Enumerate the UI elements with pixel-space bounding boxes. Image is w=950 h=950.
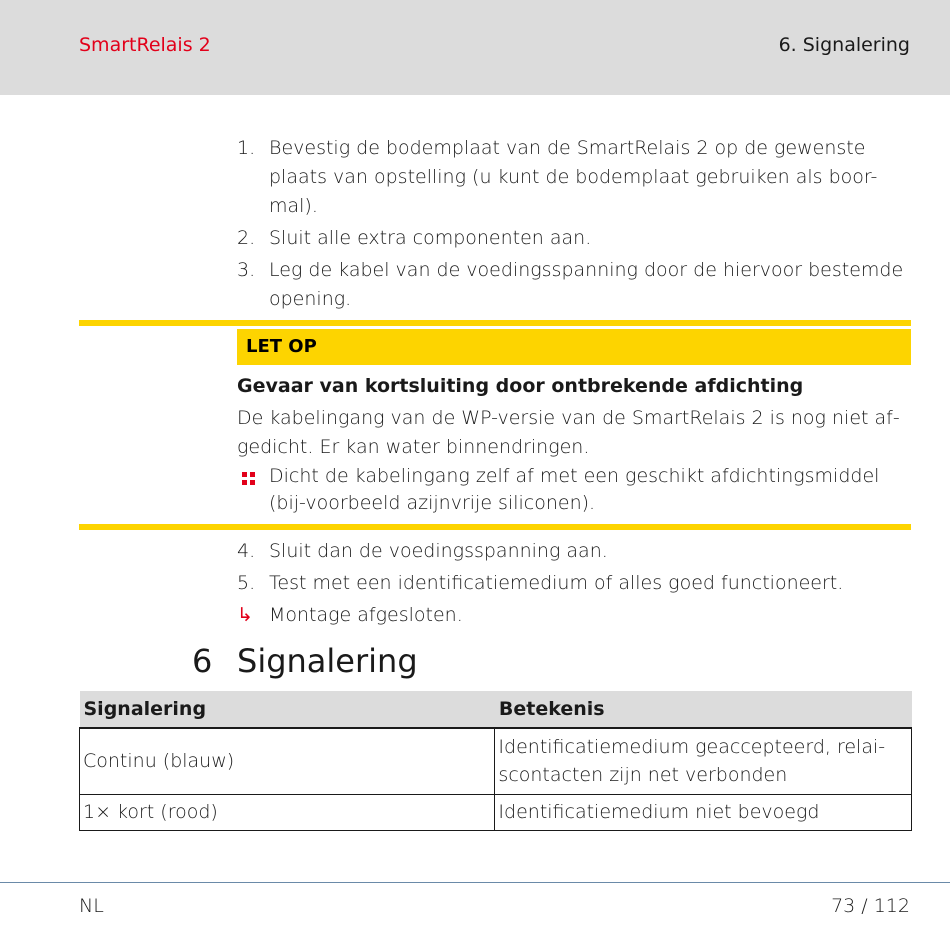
step-number: 3. bbox=[237, 259, 256, 281]
note-text: De kabelingang van de WP-versie van de SmartRelais 2 is nog niet af-gedicht. Er kan water binnendringen. bbox=[237, 407, 900, 458]
note-divider-top bbox=[79, 320, 911, 326]
table-cell: Identificatiemedium geaccepteerd, relai-scontacten zijn net verbonden bbox=[495, 728, 912, 794]
note-label-box bbox=[237, 329, 911, 365]
heading-text: Signalering bbox=[237, 642, 418, 680]
signal-table bbox=[79, 691, 912, 831]
column-header: Betekenis bbox=[495, 691, 912, 728]
table-cell: Continu (blauw) bbox=[80, 728, 495, 794]
step-number: 4. bbox=[237, 540, 256, 562]
heading-number: 6 bbox=[192, 642, 213, 680]
step-text: Montage afgesloten. bbox=[269, 604, 463, 626]
page-number: 73 / 112 bbox=[831, 895, 910, 917]
list-item bbox=[237, 256, 911, 314]
step-number: 2. bbox=[237, 227, 256, 249]
note-divider-bottom bbox=[79, 524, 911, 530]
step-text: Bevestig de bodemplaat van de SmartRelais 2 op de gewenste plaats van opstelling (u kunt de bodemplaat gebruiken als boor-mal). bbox=[269, 137, 878, 217]
list-item bbox=[237, 601, 911, 630]
list-item bbox=[237, 537, 911, 566]
instruction-list bbox=[237, 134, 911, 317]
result-arrow-icon: ↳ bbox=[237, 604, 253, 626]
note-bullet-text: Dicht de kabelingang zelf af met een geschikt afdichtingsmiddel (bij-voorbeeld azijnvrije siliconen). bbox=[269, 465, 880, 514]
footer-divider bbox=[0, 882, 950, 883]
step-text: Test met een identificatiemedium of alles goed functioneert. bbox=[269, 572, 844, 594]
note-bullet bbox=[237, 463, 911, 517]
list-item bbox=[237, 134, 911, 221]
step-text: Sluit alle extra componenten aan. bbox=[269, 227, 592, 249]
column-header: Signalering bbox=[80, 691, 495, 728]
step-text: Sluit dan de voedingsspanning aan. bbox=[269, 540, 608, 562]
list-item bbox=[237, 569, 911, 598]
table-row bbox=[80, 794, 912, 830]
note-title: Gevaar van kortsluiting door ontbrekende afdichting bbox=[237, 375, 804, 397]
product-name: SmartRelais 2 bbox=[79, 34, 211, 56]
table-header-row bbox=[80, 691, 912, 728]
section-title: 6. Signalering bbox=[778, 34, 910, 56]
step-text: Leg de kabel van de voedingsspanning door de hiervoor bestemde opening. bbox=[269, 259, 904, 310]
note-label: LET OP bbox=[246, 336, 317, 357]
step-number: 5. bbox=[237, 572, 256, 594]
action-bullet-icon bbox=[242, 472, 255, 485]
table-cell: Identificatiemedium niet bevoegd bbox=[495, 794, 912, 830]
table-cell: 1× kort (rood) bbox=[80, 794, 495, 830]
instruction-list bbox=[237, 537, 911, 633]
step-number: 1. bbox=[237, 137, 256, 159]
footer-language: NL bbox=[79, 895, 104, 917]
table-row bbox=[80, 728, 912, 794]
page-header bbox=[0, 0, 950, 95]
list-item bbox=[237, 224, 911, 253]
